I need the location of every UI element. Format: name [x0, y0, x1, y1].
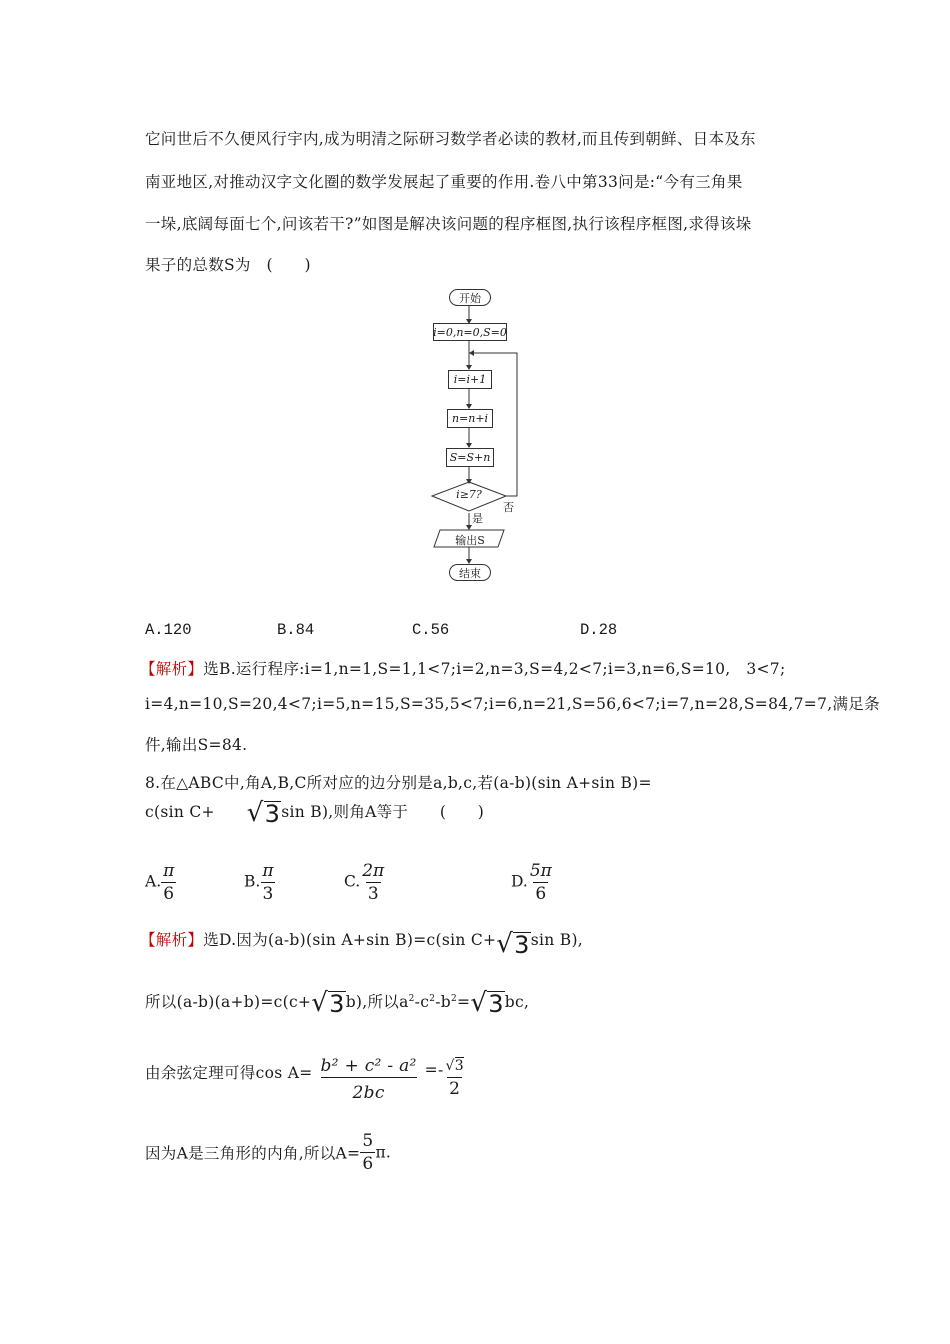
- q8-solution-line-2: 所以(a-b)(a+b)=c(c+ √ 3 b),所以$a^2-c^2-b^2=$ √ 3 bc,: [145, 988, 530, 1018]
- intro-line-2: 南亚地区,对推动汉字文化圈的数学发展起了重要的作用.卷八中第33问是:“今有三角果: [145, 173, 743, 191]
- sqrt3-over-2: $\frac{√3}{2}$: [445, 1058, 464, 1099]
- q8-solution-line-1: 【解析】选D.因为(a-b)(sin A+sin B)=c(sin C+ √ 3 sin B),: [140, 929, 584, 959]
- flow-no-label: 否: [503, 501, 514, 514]
- q7-option-b: B.84: [277, 621, 315, 639]
- q8-solution-line-3: 由余弦定理可得cos A= $\frac{\text{b² + c² - a²}}{2bc}$ =- $\frac{√3}{2}$: [145, 1056, 464, 1103]
- flow-yes-label: 是: [472, 512, 483, 525]
- solution-tag: 【解析】: [140, 660, 204, 678]
- flow-condition: i≥7?: [456, 488, 482, 501]
- intro-line-1: 它问世后不久便风行宇内,成为明清之际研习数学者必读的教材,而且传到朝鲜、日本及东: [145, 130, 756, 148]
- q7-solution-line-2: i=4,n=10,S=20,4<7;i=5,n=15,S=35,5<7;i=6,n=21,S=56,6<7;i=7,n=28,S=84,7=7,满足条: [145, 695, 880, 713]
- q8-option-b: B. $\frac{\pi}{3}$: [244, 861, 274, 904]
- q7-option-c: C.56: [412, 621, 450, 639]
- q8-option-c: C. $\frac{2\pi}{3}$: [344, 861, 385, 904]
- q8-option-a: A. $\frac{\pi}{6}$: [145, 861, 175, 904]
- flow-step-s: S=S+n: [446, 448, 494, 467]
- sqrt3-expression: √ 3: [470, 988, 504, 1018]
- sqrt3-expression: √ 3: [496, 929, 530, 959]
- intro-line-4: 果子的总数S为 ( ): [145, 256, 311, 274]
- sqrt3-expression: √ 3: [246, 798, 281, 828]
- q8-text-a: c(sin C+: [145, 803, 215, 821]
- radical-icon: √: [246, 798, 264, 828]
- solution-tag: 【解析】: [140, 931, 204, 949]
- five-sixths-fraction: $\frac{5}{6}$: [362, 1131, 374, 1174]
- q7-option-a: A.120: [145, 621, 192, 639]
- q8-option-d: D. $\frac{5\pi}{6}$: [511, 861, 552, 904]
- q7-option-d: D.28: [580, 621, 618, 639]
- flow-init: i=0,n=0,S=0: [433, 323, 507, 341]
- intro-line-3: 一垛,底阔每面七个,问该若干?”如图是解决该问题的程序框图,执行该程序框图,求得该垛: [145, 215, 752, 233]
- radical-icon: √: [445, 1058, 455, 1074]
- q8-solution-line-4: 因为A是三角形的内角,所以A= $\frac{5}{6}$ π.: [145, 1131, 392, 1174]
- radical-icon: √: [470, 988, 488, 1018]
- radical-icon: √: [311, 988, 329, 1018]
- q8-question-line-1: 8.在△ABC中,角A,B,C所对应的边分别是a,b,c,若(a-b)(sin A+sin B)=: [145, 774, 652, 792]
- flow-step-i: i=i+1: [448, 370, 492, 389]
- q7-solution-line-3: 件,输出S=84.: [145, 736, 248, 754]
- flow-end: 结束: [449, 564, 491, 581]
- flow-start: 开始: [449, 289, 491, 306]
- flow-output: 输出S: [455, 534, 485, 547]
- flowchart: [420, 285, 540, 585]
- q8-text-b: sin B),则角A等于 ( ): [281, 803, 485, 821]
- q8-question-line-2: [145, 800, 484, 826]
- sqrt3-expression: √ 3: [311, 988, 345, 1018]
- flow-step-n: n=n+i: [447, 409, 493, 428]
- q7-solution-line-1: [140, 657, 785, 679]
- cosine-fraction: $\frac{\text{b² + c² - a²}}{2bc}$: [320, 1056, 417, 1103]
- radical-icon: √: [496, 929, 514, 959]
- q7-solution-text-1: 选B.运行程序:i=1,n=1,S=1,1<7;i=2,n=3,S=4,2<7;i=3,n=6,S=10, 3<7;: [203, 660, 786, 678]
